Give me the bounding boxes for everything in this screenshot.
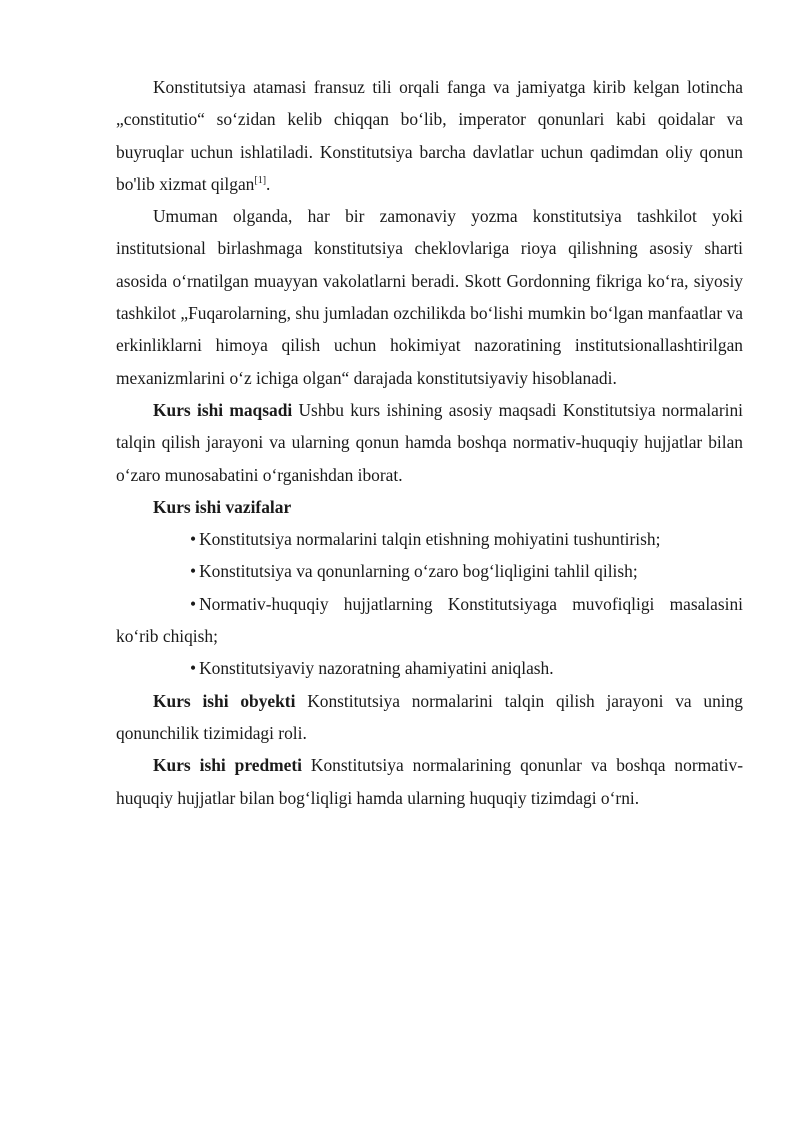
paragraph-subject	[116, 749, 743, 814]
bullet-icon: •	[190, 658, 197, 679]
task-item	[116, 588, 743, 653]
document-body	[116, 71, 743, 814]
task-item	[116, 523, 743, 555]
subject-heading: Kurs ishi predmeti	[153, 755, 302, 776]
paragraph-modern-constitution	[116, 200, 743, 394]
bullet-icon: •	[190, 529, 197, 550]
task-item-text: Konstitutsiya va qonunlarning o‘zaro bog‘liqligini tahlil qilish;	[199, 561, 638, 582]
goal-heading: Kurs ishi maqsadi	[153, 399, 293, 420]
paragraph-constitution-term	[116, 71, 743, 200]
tasks-heading: Kurs ishi vazifalar	[153, 496, 292, 517]
bullet-icon: •	[190, 593, 197, 614]
paragraph-object	[116, 685, 743, 750]
bullet-icon: •	[190, 561, 197, 582]
task-item-text: Konstitutsiya normalarini talqin etishning mohiyatini tushuntirish;	[199, 529, 661, 550]
footnote-reference[interactable]: [1]	[254, 174, 267, 186]
task-item	[116, 652, 743, 684]
paragraph-goal	[116, 394, 743, 491]
object-text: Konstitutsiya normalarini talqin qilish jarayoni va uning qonunchilik tizimidagi roli.	[116, 690, 744, 743]
paragraph-text: Konstitutsiya atamasi fransuz tili orqali fanga va jamiyatga kirib kelgan lotincha „constitutio“ so‘zidan kelib chiqqan bo‘lib, imperator qonunlari kabi qoidalar va buyruqlar uchun ishlatiladi. Konstitutsiya barcha davlatlar uchun qadimdan oliy qonun bo'lib xizmat qilgan	[116, 77, 743, 194]
goal-text: Ushbu kurs ishining asosiy maqsadi Konstitutsiya normalarini talqin qilish jarayoni va ularning qonun hamda boshqa normativ-huquqiy hujjatlar bilan o‘zaro munosabatini o‘rganishdan iborat.	[116, 399, 743, 485]
paragraph-text: Umuman olganda, har bir zamonaviy yozma konstitutsiya tashkilot yoki institutsional birlashmaga konstitutsiya cheklovlariga rioya qilishning asosiy sharti asosida o‘rnatilgan muayyan vakolatlarni beradi. Skott Gordonning fikriga ko‘ra, siyosiy tashkilot „Fuqarolarning, shu jumladan ozchilikda bo‘lishi mumkin bo‘lgan manfaatlar va erkinliklarni himoya qilish uchun hokimiyat nazoratining institutsionallashtirilgan mexanizmlarini o‘z ichiga olgan“ darajada konstitutsiyaviy hisoblanadi.	[116, 206, 743, 388]
paragraph-end: .	[266, 173, 271, 194]
task-item	[116, 555, 743, 587]
subject-text: Konstitutsiya normalarining qonunlar va boshqa normativ-huquqiy hujjatlar bilan bog‘liqligi hamda ularning huquqiy tizimdagi o‘rni.	[116, 755, 744, 808]
task-item-text: Normativ-huquqiy hujjatlarning Konstitutsiyaga muvofiqligi masalasini ko‘rib chiqish;	[116, 593, 743, 647]
object-heading: Kurs ishi obyekti	[153, 690, 296, 711]
task-item-text: Konstitutsiyaviy nazoratning ahamiyatini aniqlash.	[199, 658, 554, 679]
